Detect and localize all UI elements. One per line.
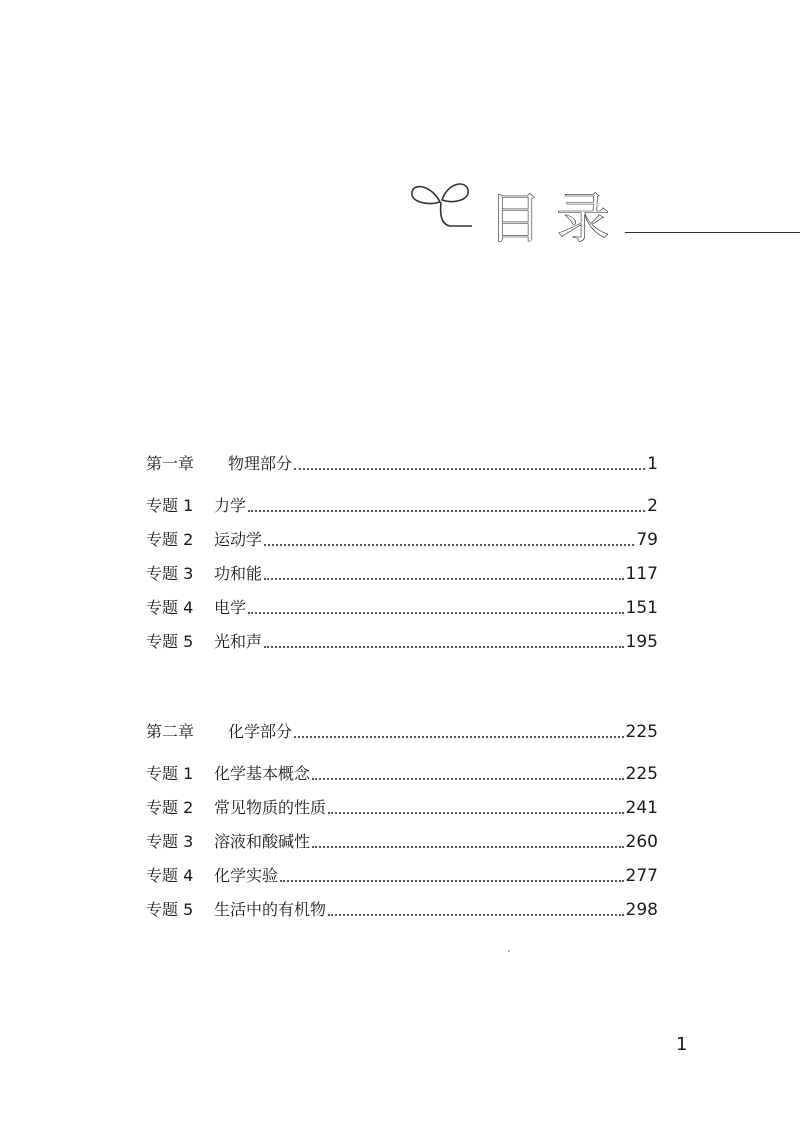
table-of-contents (146, 440, 658, 976)
topic-number: 专题 4 (146, 598, 194, 617)
toc-header (410, 172, 800, 262)
topic-page: 79 (636, 530, 658, 550)
leader-dots (264, 544, 634, 546)
topic-row[interactable] (146, 784, 658, 818)
topic-title: 化学基本概念 (214, 764, 311, 783)
topic-title: 化学实验 (214, 866, 279, 885)
topic-number: 专题 2 (146, 798, 194, 817)
topic-number: 专题 3 (146, 564, 194, 583)
topic-page: 151 (625, 598, 658, 618)
chapter-2 (146, 708, 658, 920)
topic-title: 电学 (214, 598, 247, 617)
topic-title: 常见物质的性质 (214, 798, 327, 817)
topic-number: 专题 1 (146, 496, 194, 515)
chapter-row[interactable] (146, 440, 658, 474)
topic-row[interactable] (146, 750, 658, 784)
topic-number: 专题 2 (146, 530, 194, 549)
topic-row[interactable] (146, 584, 658, 618)
title-rule (625, 232, 800, 233)
chapter-1 (146, 440, 658, 652)
chapter-page: 1 (647, 454, 658, 474)
leader-dots (312, 778, 624, 780)
topic-row[interactable] (146, 550, 658, 584)
leader-dots (280, 880, 624, 882)
leader-dots (248, 612, 624, 614)
topic-number: 专题 4 (146, 866, 194, 885)
page-title: 目录 (488, 187, 624, 250)
topic-title: 力学 (214, 496, 247, 515)
chapter-title: 物理部分 (228, 454, 293, 473)
chapter-number: 第一章 (146, 454, 195, 473)
topic-row[interactable] (146, 618, 658, 652)
topic-page: 260 (625, 832, 658, 852)
leader-dots (294, 736, 624, 738)
chapter-page: 225 (625, 722, 658, 742)
topic-title: 功和能 (214, 564, 263, 583)
topic-row[interactable] (146, 852, 658, 886)
topic-page: 241 (625, 798, 658, 818)
chapter-number: 第二章 (146, 722, 195, 741)
topic-row[interactable] (146, 482, 658, 516)
topic-title: 生活中的有机物 (214, 900, 327, 919)
leader-dots (328, 812, 624, 814)
topic-number: 专题 5 (146, 900, 194, 919)
topic-page: 277 (625, 866, 658, 886)
topic-page: 117 (625, 564, 658, 584)
topic-row[interactable] (146, 818, 658, 852)
leader-dots (264, 646, 624, 648)
topic-title: 光和声 (214, 632, 263, 651)
chapter-title: 化学部分 (228, 722, 293, 741)
leader-dots (264, 578, 624, 580)
topic-row[interactable] (146, 516, 658, 550)
leader-dots (294, 468, 645, 470)
leader-dots (248, 510, 645, 512)
leader-dots (312, 846, 624, 848)
leader-dots (328, 914, 624, 916)
scan-speck (508, 950, 510, 952)
topic-row[interactable] (146, 886, 658, 920)
topic-page: 2 (647, 496, 658, 516)
topic-number: 专题 1 (146, 764, 194, 783)
topic-page: 225 (625, 764, 658, 784)
topic-page: 298 (625, 900, 658, 920)
topic-number: 专题 5 (146, 632, 194, 651)
chapter-row[interactable] (146, 708, 658, 742)
sprout-icon (410, 172, 474, 234)
topic-title: 溶液和酸碱性 (214, 832, 311, 851)
topic-page: 195 (625, 632, 658, 652)
topic-number: 专题 3 (146, 832, 194, 851)
page-number: 1 (676, 1034, 688, 1055)
topic-title: 运动学 (214, 530, 263, 549)
